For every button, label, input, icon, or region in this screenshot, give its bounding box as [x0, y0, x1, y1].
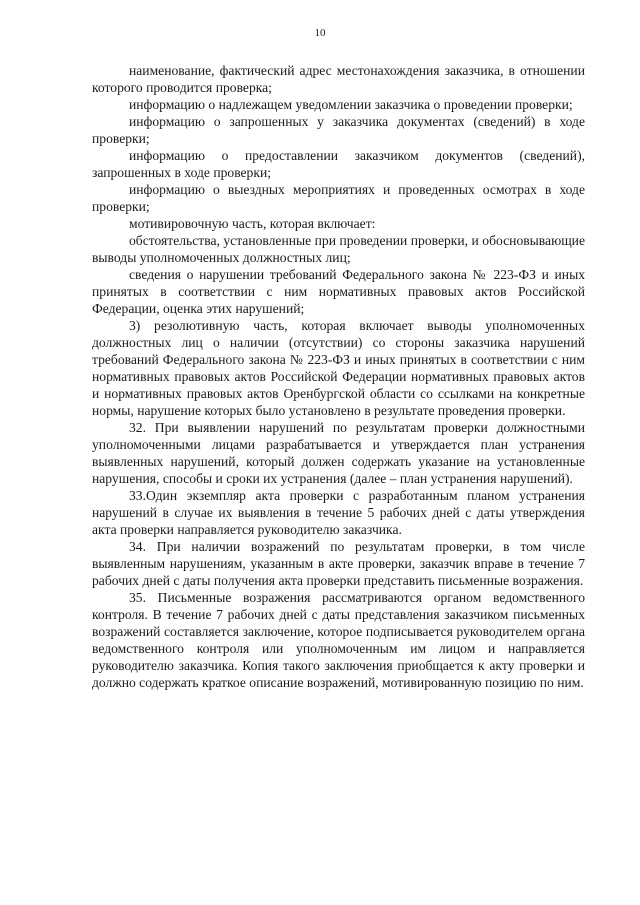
- paragraph: 34. При наличии возражений по результатам проверки, в том числе выявленным нарушениям, указанным в акте проверки, заказчик вправе в течение 7 рабочих дней с даты получения акта проверки представить письменные возражения.: [92, 539, 585, 588]
- paragraph: 32. При выявлении нарушений по результатам проверки должностными уполномоченными лицами разрабатывается и утверждается план устранения выявленных нарушений, который должен содержать указание на установленные нарушения, способы и сроки их устранения (далее – план устранения нарушений).: [92, 420, 585, 486]
- paragraph: наименование, фактический адрес местонахождения заказчика, в отношении которого проводится проверка;: [92, 63, 585, 95]
- page-number: 10: [314, 27, 326, 39]
- paragraph: информацию о предоставлении заказчиком документов (сведений), запрошенных в ходе проверки;: [92, 148, 585, 180]
- paragraph: информацию о запрошенных у заказчика документах (сведений) в ходе проверки;: [92, 114, 585, 146]
- paragraph: обстоятельства, установленные при проведении проверки, и обосновывающие выводы уполномоченных должностных лиц;: [92, 233, 585, 265]
- paragraph: 35. Письменные возражения рассматриваются органом ведомственного контроля. В течение 7 рабочих дней с даты представления заказчиком письменных возражений составляется заключение, которое подписывается руководителем органа ведомственного контроля или уполномоченным им лицом и направляется руководителю заказчика. Копия такого заключения приобщается к акту проверки и должно содержать краткое описание возражений, мотивированную позицию по ним.: [92, 590, 585, 690]
- paragraph: информацию о выездных мероприятиях и проведенных осмотрах в ходе проверки;: [92, 182, 585, 214]
- document-body: [92, 62, 585, 691]
- paragraph: сведения о нарушении требований Федерального закона № 223-ФЗ и иных принятых в соответствии с ним нормативных правовых актов Российской Федерации, оценка этих нарушений;: [92, 267, 585, 316]
- paragraph: 33.Один экземпляр акта проверки с разработанным планом устранения нарушений в случае их выявления в течение 5 рабочих дней с даты утверждения акта проверки направляется руководителю заказчика.: [92, 488, 585, 537]
- paragraph: информацию о надлежащем уведомлении заказчика о проведении проверки;: [129, 97, 573, 112]
- paragraph: мотивировочную часть, которая включает:: [129, 216, 376, 231]
- paragraph: 3) резолютивную часть, которая включает выводы уполномоченных должностных лиц о наличии (отсутствии) со стороны заказчика нарушений требований Федерального закона № 223-ФЗ и иных принятых в соответствии с ним нормативных правовых актов Российской Федерации нормативных правовых актов и нормативных правовых актов Оренбургской области со ссылками на конкретные нормы, нарушение которых было установлено в результате проведения проверки.: [92, 318, 585, 418]
